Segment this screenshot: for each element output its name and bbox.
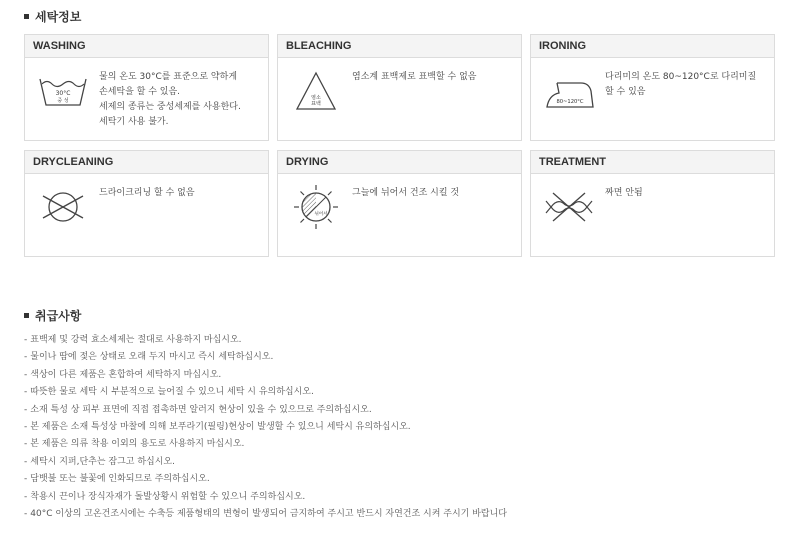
no-wring-icon [543,181,595,233]
care-symbol-grid [24,34,775,257]
drying-heading: DRYING [278,151,521,174]
washing-heading: WASHING [25,35,268,58]
bleaching-heading: BLEACHING [278,35,521,58]
bleach-label-top: 염소 [311,95,321,101]
wash-detergent-label: 중 성 [57,98,69,104]
drying-card [277,150,522,257]
drying-icon-label: 뉘어서 [314,212,328,217]
list-item: - 표백제 및 강력 효소세제는 절대로 사용하지 마십시오. [24,335,242,345]
note-text: 표백제 및 강력 효소세제는 절대로 사용하지 마십시오. [30,335,242,345]
title-bullet [24,14,29,19]
shade-dry-icon [290,181,342,233]
note-text: 본 제품은 소재 특성상 마찰에 의해 보푸라기(필링)현상이 발생할 수 있으니 세탁시 유의하십시오. [30,422,411,433]
list-item: - 담뱃불 또는 불꽃에 인화되므로 주의하십시오. [24,474,210,485]
ironing-text: 다리미의 온도 80~120°C로 다리미질 할 수 있음 [605,72,757,97]
ironing-card [530,34,775,141]
title-bullet [24,313,29,318]
drycleaning-text: 드라이크리닝 할 수 없음 [99,188,195,198]
handling-title [24,307,81,324]
laundry-info-title [24,8,81,25]
note-text: 따뜻한 물로 세탁 시 부분적으로 늘어질 수 있으니 세탁 시 유의하십시오. [30,387,314,398]
note-text: 40°C 이상의 고온건조시에는 수축등 제품형태의 변형이 발생되어 금지하여 주시고 반드시 자연건조 시켜 주시기 바랍니다 [30,509,507,520]
note-text: 소재 특성 상 피부 표면에 직접 접촉하면 알러지 현상이 있을 수 있으므로 주의하십시오. [30,404,372,415]
drycleaning-heading: DRYCLEANING [25,151,268,174]
ironing-heading: IRONING [531,35,774,58]
no-dryclean-icon [37,181,89,233]
iron-temp-label: 80~120°C [556,99,584,105]
bleaching-text: 염소계 표백제로 표백할 수 없음 [352,72,477,82]
laundry-info-title-text: 세탁정보 [35,10,82,24]
note-text: 물이나 땀에 젖은 상태로 오래 두지 마시고 즉시 세탁하십시오. [30,352,274,363]
bleaching-card [277,34,522,141]
washing-card [24,34,269,141]
drying-text: 그늘에 뉘어서 건조 시킬 것 [352,188,460,198]
list-item: - 소재 특성 상 피부 표면에 직접 접촉하면 알러지 현상이 있을 수 있으므로 주의하십시오. [24,404,372,415]
treatment-text: 짜면 안됨 [605,188,643,198]
washing-text: 물의 온도 30°C를 표준으로 약하게 손세탁을 할 수 있음. 세제의 종류는 중성세제를 사용한다. 세탁기 사용 불가. [99,72,241,127]
list-item: - 따뜻한 물로 세탁 시 부분적으로 늘어질 수 있으니 세탁 시 유의하십시오. [24,387,314,398]
list-item: - 물이나 땀에 젖은 상태로 오래 두지 마시고 즉시 세탁하십시오. [24,352,274,363]
list-item: - 세탁시 지퍼,단추는 잠그고 하십시오. [24,456,175,467]
list-item: - 착용시 끈이나 장식자재가 돌발상황시 위험할 수 있으니 주의하십시오. [24,491,306,502]
treatment-heading: TREATMENT [531,151,774,174]
bleach-label-bottom: 표백 [311,101,321,107]
bleach-triangle-icon [290,65,342,117]
iron-icon [543,65,595,117]
note-text: 색상이 다른 제품은 혼합하여 세탁하지 마십시오. [30,369,222,380]
list-item: - 본 제품은 의류 착용 이외의 용도로 사용하지 마십시오. [24,439,245,450]
handling-notes-list [24,332,507,523]
note-text: 세탁시 지퍼,단추는 잠그고 하십시오. [30,456,175,467]
list-item: - 40°C 이상의 고온건조시에는 수축등 제품형태의 변형이 발생되어 금지하여 주시고 반드시 자연건조 시켜 주시기 바랍니다 [24,509,507,520]
drycleaning-card [24,150,269,257]
list-item: - 색상이 다른 제품은 혼합하여 세탁하지 마십시오. [24,369,222,380]
treatment-card [530,150,775,257]
note-text: 담뱃불 또는 불꽃에 인화되므로 주의하십시오. [30,474,210,485]
handling-title-text: 취급사항 [35,309,82,323]
list-item: - 본 제품은 소재 특성상 마찰에 의해 보푸라기(필링)현상이 발생할 수 있으니 세탁시 유의하십시오. [24,422,411,433]
wash-temp-label: 30°C [55,90,71,97]
note-text: 본 제품은 의류 착용 이외의 용도로 사용하지 마십시오. [30,439,245,450]
wash-tub-icon [37,65,89,117]
note-text: 착용시 끈이나 장식자재가 돌발상황시 위험할 수 있으니 주의하십시오. [30,491,306,502]
